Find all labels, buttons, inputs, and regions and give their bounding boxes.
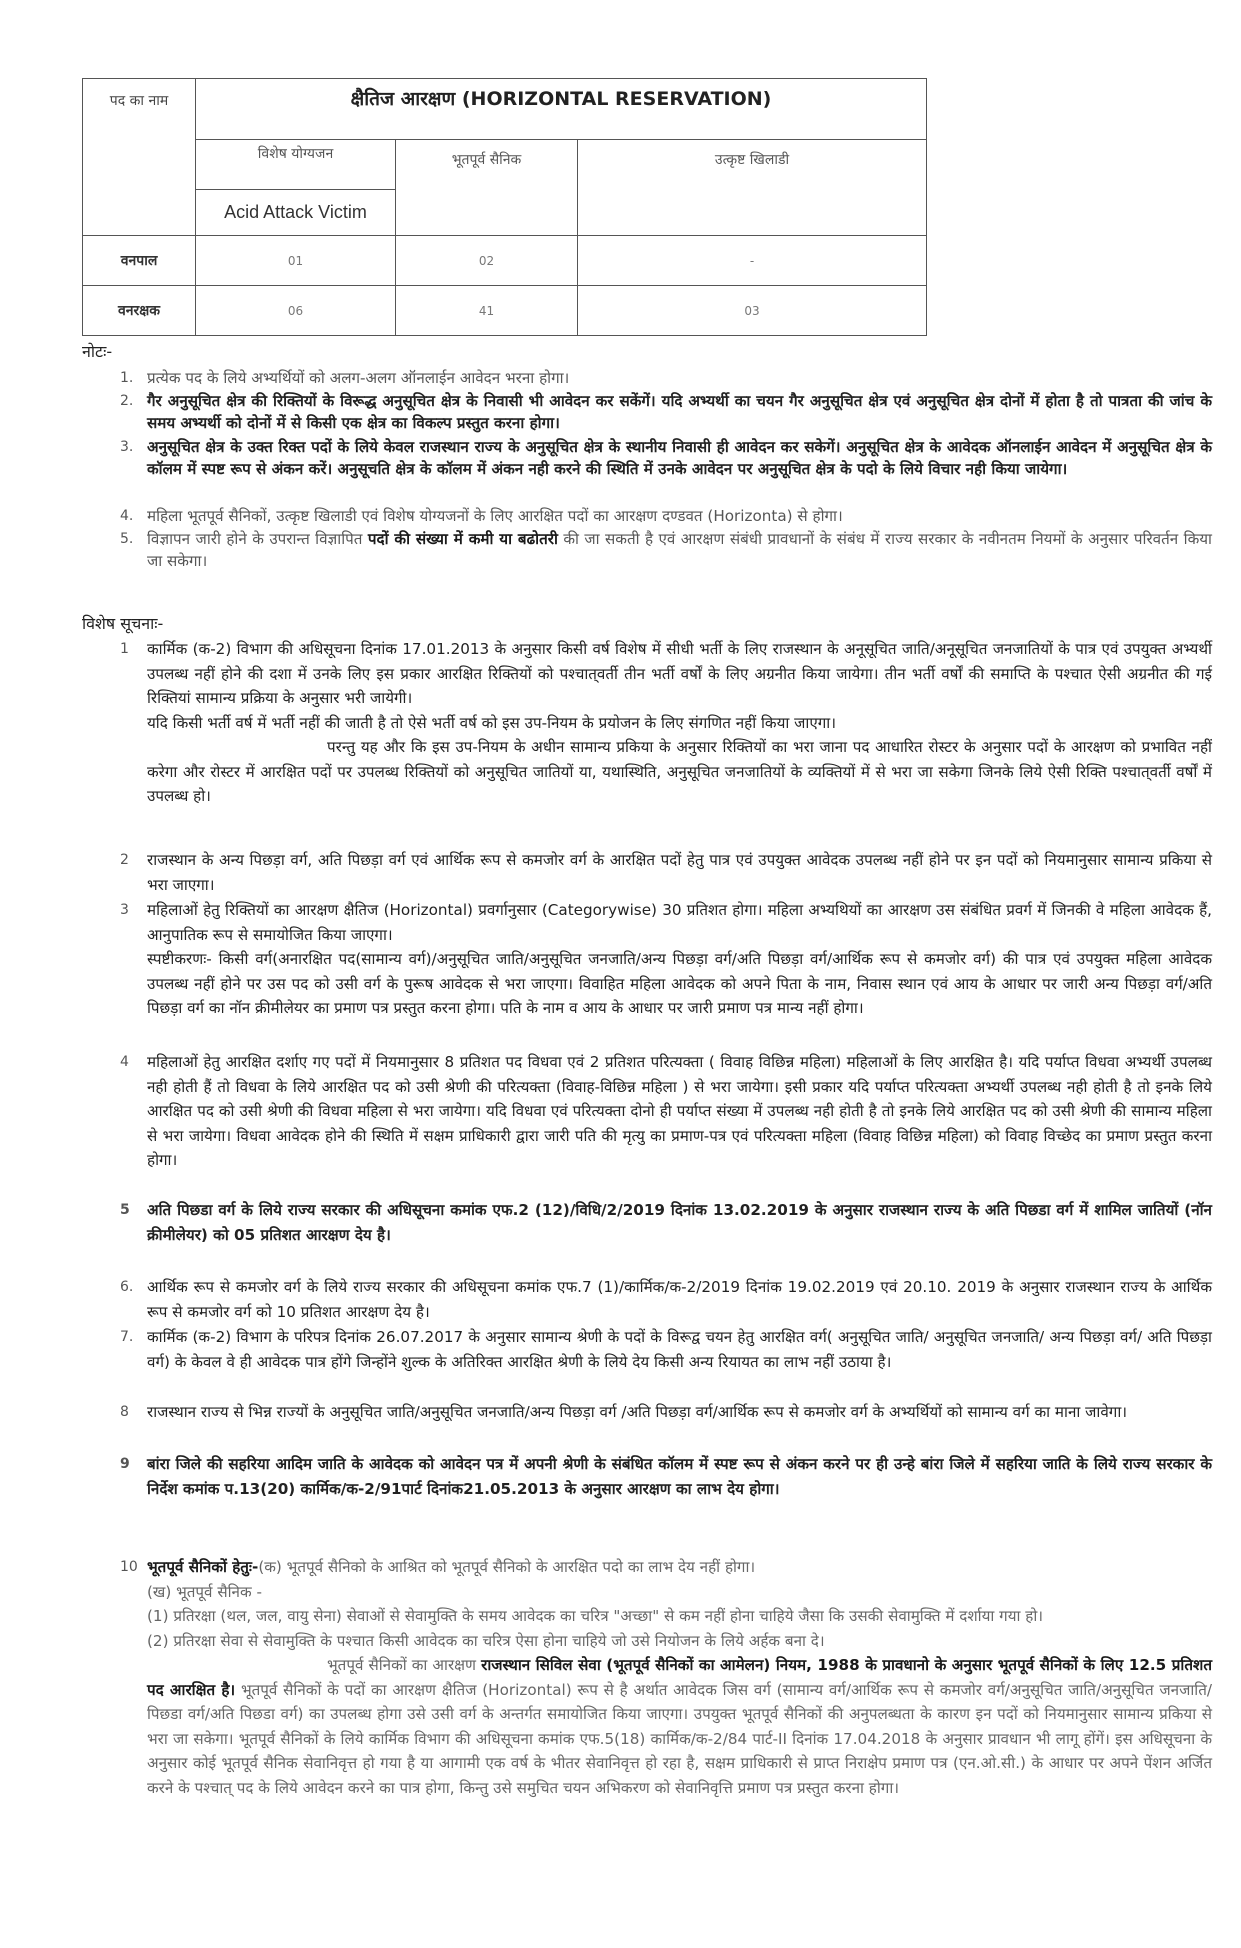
item-number: 7. [120,1329,134,1345]
item-lead: भूतपूर्व सैनिकों हेतुः- [147,1558,259,1576]
note-number: 4. [120,508,134,524]
item-text: राजस्थान राज्य से भिन्न राज्यों के अनुसूचित जाति/अनुसूचित जनजाति/अन्य पिछड़ा वर्ग /अति पिछड़ा वर्ग/आर्थिक रूप से कमजोर वर्ग के अभ्यर्थियों को सामान्य वर्ग का माना जावेगा। [147,1403,1128,1421]
column-header-special-abled: विशेष योग्यजन [196,140,396,190]
special-item [120,1050,1212,1173]
horizontal-reservation-table [82,78,927,336]
cell-value: - [578,236,927,286]
table-title: क्षैतिज आरक्षण (HORIZONTAL RESERVATION) [196,79,927,140]
note-number: 5. [120,531,134,547]
note-text: महिला भूतपूर्व सैनिकों, उत्कृष्ट खिलाडी एवं विशेष योग्यजनों के लिए आरक्षित पदों का आरक्षण दण्डवत (Horizonta) से होगा। [147,507,843,525]
note-item [120,505,1212,527]
special-item [120,1452,1212,1501]
note-text: की जा सकती है एवं आरक्षण संबंधी प्रावधानों के संबंध में राज्य सरकार के नवीनतम नियमों के अनुसार परिवर्तन किया जा सकेगा। [147,530,1212,570]
special-item [120,1400,1212,1425]
item-number: 6. [120,1279,134,1295]
item-number: 10 [120,1559,138,1575]
item-text: कार्मिक (क-2) विभाग के परिपत्र दिनांक 26.07.2017 के अनुसार सामान्य श्रेणी के पदों के विरूद्व चयन हेतु आरक्षित वर्ग( अनुसूचित जाति/ अनुसूचित जनजाति/ अन्य पिछड़ा वर्ग/ अति पिछड़ा वर्ग) के केवल वे ही आवेदक पात्र होंगे जिन्होंने शुल्क के अतिरिक्त आरक्षित श्रेणी के लिये देय किसी अन्य रियायत का लाभ नहीं उठाया है। [147,1328,1212,1371]
table-row [83,236,927,286]
note-number: 3. [120,439,134,455]
item-text: (ख) भूतपूर्व सैनिक - [147,1582,262,1601]
post-name: वनरक्षक [83,286,196,336]
item-text: स्पष्टीकरणः- किसी वर्ग(अनारक्षित पद(सामान्य वर्ग)/अनुसूचित जाति/अनुसूचित जनजाति/अन्य पिछड़ा वर्ग/अति पिछड़ा वर्ग/आर्थिक रूप से कमजोर वर्ग) की पात्र एवं उपयुक्त महिला आवेदक उपलब्ध नहीं होने पर उस पद को उसी वर्ग के पुरूष आवेदक से भरा जाएगा। विवाहित महिला आवेदक को अपने पिता के नाम, निवास स्थान एवं आय के आधार पर जारी अन्य पिछड़ा वर्ग/अति पिछड़ा वर्ग का नॉन क्रीमीलेयर का प्रमाण पत्र प्रस्तुत करना होगा। पति के नाम व आय के आधार पर जारी प्रमाण पत्र मान्य नहीं होगा। [147,950,1212,1017]
item-text: कार्मिक (क-2) विभाग की अधिसूचना दिनांक 17.01.2013 के अनुसार किसी वर्ष विशेष में सीधी भर्ती के लिए राजस्थान के अनूसूचित जाति/अनूसूचित जनजातियों के पात्र एवं उपयुक्त अभ्यर्थी उपलब्ध नहीं होने की दशा में उनके लिए इस प्रकार आरक्षित रिक्तियों को पश्चात्‌वर्ती तीन भर्ती वर्षों के लिए अग्रनीत किया जायेगा। तीन भर्ती वर्षों की समाप्ति के पश्चात ऐसी अग्रनीत की गई रिक्तियां सामान्य प्रक्रिया के अनुसार भरी जायेगी। [147,640,1212,707]
item-text: अति पिछडा वर्ग के लिये राज्य सरकार की अधिसूचना कमांक एफ.2 (12)/विधि/2/2019 दिनांक 13.02.2019 के अनुसार राजस्थान राज्य के अति पिछडा वर्ग में शामिल जातियों (नॉन क्रीमीलेयर) को 05 प्रतिशत आरक्षण देय है। [147,1201,1212,1244]
item-number: 8 [120,1404,129,1420]
item-text: आर्थिक रूप से कमजोर वर्ग के लिये राज्य सरकार की अधिसूचना कमांक एफ.7 (1)/कार्मिक/क-2/2019 दिनांक 19.02.2019 एवं 20.10. 2019 के अनुसार राजस्थान राज्य के आर्थिक रूप से कमजोर वर्ग को 10 प्रतिशत आरक्षण देय है। [147,1278,1212,1321]
note-item [120,436,1212,480]
item-text: (क) भूतपूर्व सैनिको के आश्रित को भूतपूर्व सैनिको के आरक्षित पदो का लाभ देय नहीं होगा। [258,1558,756,1576]
column-header-ex-servicemen: भूतपूर्व सैनिक [396,140,578,236]
cell-value: 41 [396,286,578,336]
special-item [120,1198,1212,1247]
special-item [120,848,1212,897]
note-item [120,390,1212,434]
note-text: विज्ञापन जारी होने के उपरान्त विज्ञापित [147,530,368,548]
note-text: प्रत्येक पद के लिये अभ्यर्थियों को अलग-अलग ऑनलाईन आवेदन भरना होगा। [147,369,570,387]
item-text: महिलाओं हेतु रिक्तियों का आरक्षण क्षैतिज (Horizontal) प्रवर्गानुसार (Categorywise) 30 प्रतिशत होगा। महिला अभ्यथियों का आरक्षण उस संबंधित प्रवर्ग में जिनकी वे महिला आवेदक हैं, आनुपातिक रूप से समायोजित किया जाएगा। [147,901,1212,944]
post-name-header: पद का नाम [83,79,196,236]
note-text: अनुसूचित क्षेत्र के उक्त रिक्त पदों के लिये केवल राजस्थान राज्य के अनुसूचित क्षेत्र के स्थानीय निवासी ही आवेदन कर सकेगें। अनुसूचित क्षेत्र के आवेदक ऑनलाईन आवेदन में अनुसूचित क्षेत्र के कॉलम में स्पष्ट रूप से अंकन करें। अनुसूचति क्षेत्र के कॉलम में अंकन नही करने की स्थिति में उनके आवेदन पर अनुसूचित क्षेत्र के पदो के लिये विचार नही किया जायेगा। [147,438,1212,478]
item-number: 2 [120,852,129,868]
item-number: 4 [120,1054,129,1070]
table-row [83,286,927,336]
special-item [120,637,1212,809]
note-text: गैर अनुसूचित क्षेत्र की रिक्तियों के विरूद्ध अनुसूचित क्षेत्र के निवासी भी आवेदन कर सकेंगें। यदि अभ्यर्थी का चयन गैर अनुसूचित क्षेत्र एवं अनुसूचित क्षेत्र दोनों में होता है तो पात्रता की जांच के समय अभ्यर्थी को दोनों में से किसी एक क्षेत्र का विकल्प प्रस्तुत करना होगा। [147,392,1212,432]
item-text: परन्तु यह और कि इस उप-नियम के अधीन सामान्य प्रकिया के अनुसार रिक्तियों का भरा जाना पद आधारित रोस्टर के अनुसार पदों के आरक्षण को प्रभावित नहीं करेगा और रोस्टर में आरक्षित पदों पर उपलब्ध रिक्तियों को अनुसूचित जातियों या, यथास्थिति, अनुसूचित जनजातियों के व्यक्तियों में से भरा जा सकेगा जिनके लिये ऐसी रिक्ति पश्चात्‌वर्ती वर्षों में उपलब्ध हो। [147,738,1212,805]
item-number: 1 [120,641,129,657]
item-text-emphasis: राजस्थान सिविल सेवा (भूतपूर्व सैनिकों का आमेलन) नियम, 1988 के प्रावधानो के अनुसार भूतपूर्व सैनिकों के लिए 12.5 प्रतिशत पद आरक्षित है। [147,1656,1212,1699]
item-text: राजस्थान के अन्य पिछड़ा वर्ग, अति पिछड़ा वर्ग एवं आर्थिक रूप से कमजोर वर्ग के आरक्षित पदों हेतु पात्र एवं उपयुक्त आवेदक उपलब्ध नहीं होने पर इन पदों को नियमानुसार सामान्य प्रकिया से भरा जाएगा। [147,851,1212,894]
item-text: भूतपूर्व सैनिकों का आरक्षण [327,1656,482,1674]
notes-heading: नोटः- [82,342,113,361]
special-notice-heading: विशेष सूचनाः- [82,614,164,633]
cell-value: 01 [196,236,396,286]
item-text: यदि किसी भर्ती वर्ष में भर्ती नहीं की जाती है तो ऐसे भर्ती वर्ष को इस उप-नियम के प्रयोजन के लिए संगणित नहीं किया जाएगा। [147,713,836,732]
item-text: भूतपूर्व सैनिकों के पदों का आरक्षण क्षैतिज (Horizontal) रूप से है अर्थात आवेदक जिस वर्ग (सामान्य वर्ग/आर्थिक रूप से कमजोर वर्ग/अनुसूचित जाति/अनुसूचित जनजाति/पिछडा वर्ग/अति पिछडा वर्ग) का उपलब्ध होगा उसे उसी वर्ग के अन्तर्गत समायोजित किया जाएगा। उपयुक्त भूतपूर्व सैनिकों की अनुपलब्धता के कारण इन पदों को नियमानुसार सामान्य प्रकिया से भरा जा सकेगा। भूतपूर्व सैनिकों के लिये कार्मिक विभाग की अधिसूचना कमांक एफ.5(18) कार्मिक/क-2/84 पार्ट-II दिनांक 17.04.2018 के अनुसार प्रावधान भी लागू होंगें। इस अधिसूचना के अनुसार कोई भूतपूर्व सैनिक सेवानिवृत्त हो गया है या आगामी एक वर्ष के भीतर सेवानिवृत्त हो रहा है, सक्षम प्राधिकारी से प्राप्त निराक्षेप प्रमाण पत्र (एन.ओ.सी.) के आधार पर अपने पेंशन अर्जित करने के पश्चात् पद के लिये आवेदन करने का पात्र होगा, किन्तु उसे समुचित चयन अभिकरण को सेवानिवृत्ति प्रमाण पत्र प्रस्तुत करना होगा। [147,1680,1212,1797]
note-item [120,528,1212,572]
post-name: वनपाल [83,236,196,286]
special-item [120,1325,1212,1374]
item-text: बांरा जिले की सहरिया आदिम जाति के आवेदक को आवेदन पत्र में अपनी श्रेणी के संबंधित कॉलम में स्पष्ट रूप से अंकन करने पर ही उन्हे बांरा जिले में सहरिया जाति के लिये राज्य सरकार के निर्देश कमांक प.13(20) कार्मिक/क-2/91पार्ट दिनांक21.05.2013 के अनुसार आरक्षण का लाभ देय होगा। [147,1455,1212,1498]
item-text: (1) प्रतिरक्षा (थल, जल, वायु सेना) सेवाओं से सेवामुक्ति के समय आवेदक का चरित्र "अच्छा" से कम नहीं होना चाहिये जैसा कि उसकी सेवामुक्ति में दर्शाया गया हो। [147,1607,1044,1625]
note-number: 1. [120,370,134,386]
column-header-outstanding-sportsperson: उत्कृष्ट खिलाडी [578,140,927,236]
special-item [120,1555,1212,1800]
item-number: 3 [120,902,129,918]
note-number: 2. [120,393,134,409]
item-text: (2) प्रतिरक्षा सेवा से सेवामुक्ति के पश्चात किसी आवेदक का चरित्र ऐसा होना चाहिये जो उसे नियोजन के लिये अर्हक बना दे। [147,1631,825,1650]
item-number: 5 [120,1202,130,1218]
special-item [120,1275,1212,1324]
column-subheader-acid-attack-victim: Acid Attack Victim [196,190,396,236]
cell-value: 02 [396,236,578,286]
item-text: महिलाओं हेतु आरक्षित दर्शाए गए पदों में नियमानुसार 8 प्रतिशत पद विधवा एवं 2 प्रतिशत परित्यक्ता ( विवाह विछिन्न महिला) महिलाओं के लिए आरक्षित है। यदि पर्याप्त विधवा अभ्यर्थी उपलब्ध नही होती हैं तो विधवा के लिये आरक्षित पद को उसी श्रेणी की परित्यक्ता (विवाह-विछिन्न महिला ) से भरा जायेगा। इसी प्रकार यदि पर्याप्त परित्यक्ता अभ्यर्थी उपलब्ध नही होती है तो इनके लिये आरक्षित पद को उसी श्रेणी की विधवा महिला से भरा जायेगा। यदि विधवा एवं परित्यक्ता दोनो ही पर्याप्त संख्या में उपलब्ध नही होती है तो इनके लिये आरक्षित पद को उसी श्रेणी की सामान्य महिला से भरा जायेगा। विधवा आवेदक होने की स्थिति में सक्षम प्राधिकारी द्वारा जारी पति की मृत्यु का प्रमाण-पत्र एवं परित्यक्ता महिला (विवाह विछिन्न महिला) को विवाह विच्छेद का प्रमाण प्रस्तुत करना होगा। [147,1053,1212,1169]
item-number: 9 [120,1456,130,1472]
special-item [120,898,1212,1021]
note-item [120,367,1212,389]
cell-value: 06 [196,286,396,336]
note-text-emphasis: पदों की संख्या में कमी या बढोतरी [367,530,558,548]
cell-value: 03 [578,286,927,336]
